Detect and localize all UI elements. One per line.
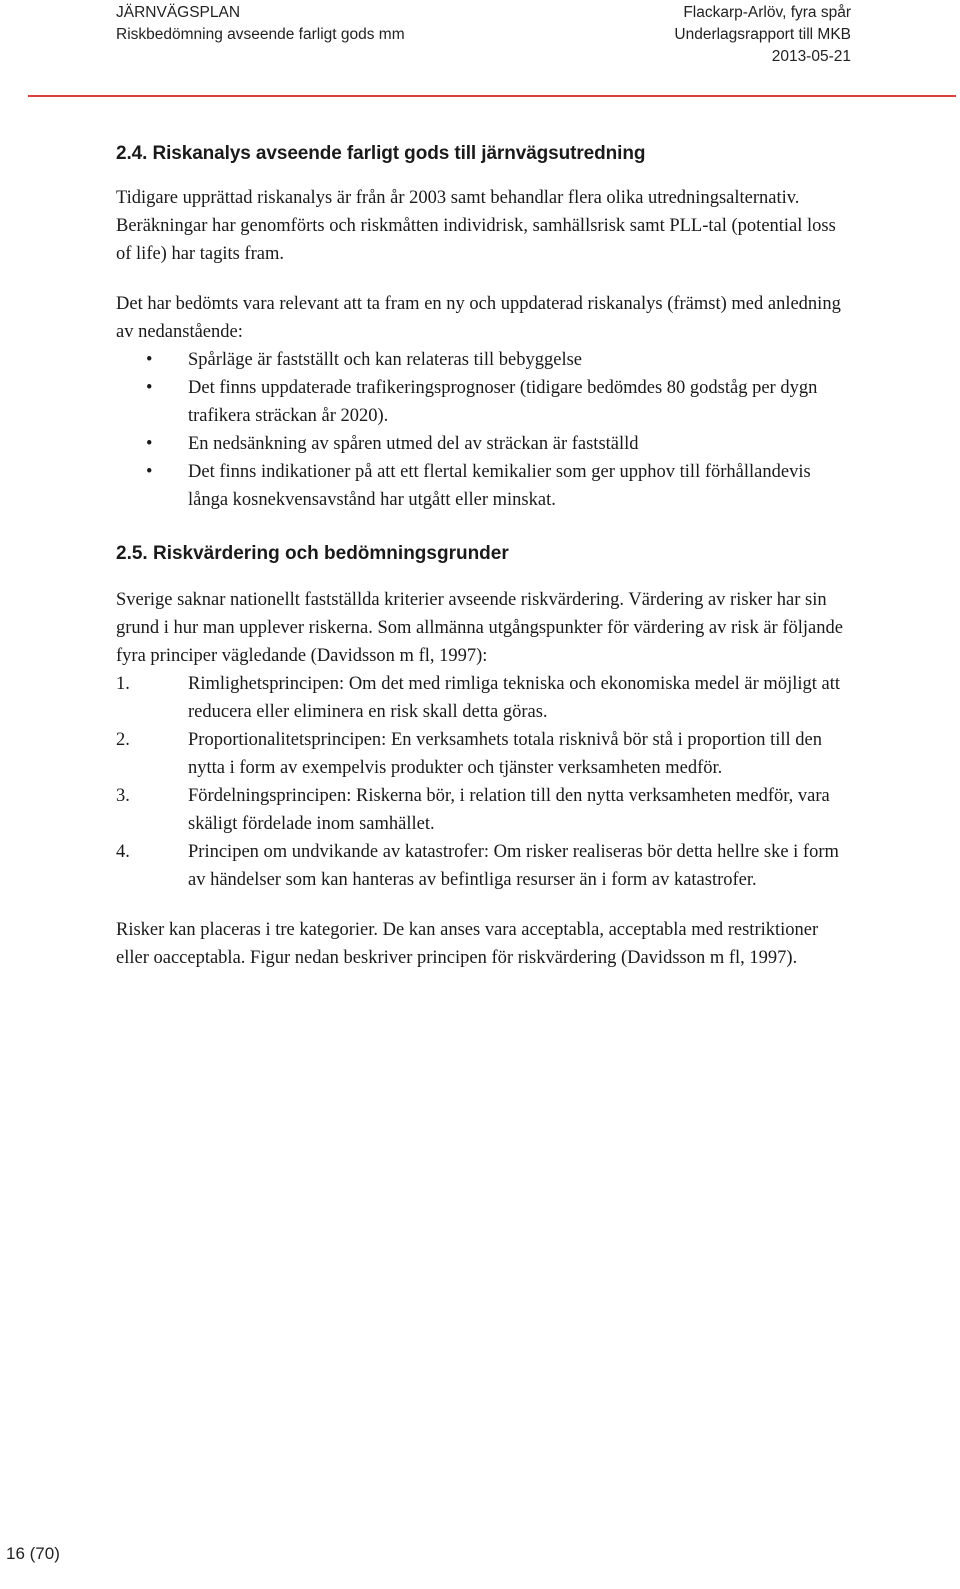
document-subject: Riskbedömning avseende farligt gods mm	[116, 26, 405, 43]
document-type: JÄRNVÄGSPLAN	[116, 4, 241, 21]
section-2-5-paragraph-1: Sverige saknar nationellt fastställda kriterier avseende riskvärdering. Värdering av risker har sin grund i hur man upplever riskerna. Som allmänna utgångspunkter för värdering av risk är följande fyra principer vägledande (Davidsson m fl, 1997):	[116, 590, 843, 666]
bullet-icon: •	[146, 350, 153, 370]
section-heading-2-4: 2.4. Riskanalys avseende farligt gods till järnvägsutredning	[116, 143, 646, 164]
bullet-icon: •	[146, 378, 153, 398]
list-item: 2. Proportionalitetsprincipen: En verksamhets totala risknivå bör stå i proportion till den nytta i form av exempelvis produkter och tjänster verksamheten medför.	[116, 730, 823, 778]
section-2-5-paragraph-2: Risker kan placeras i tre kategorier. De kan anses vara acceptabla, acceptabla med restriktioner eller oacceptabla. Figur nedan beskriver principen för riskvärdering (Davidsson m fl, 1997).	[116, 920, 819, 968]
document-date: 2013-05-21	[771, 48, 851, 65]
report-type: Underlagsrapport till MKB	[674, 26, 851, 43]
bullet-icon: •	[146, 434, 153, 454]
section-2-4-paragraph-1: Tidigare upprättad riskanalys är från år 2003 samt behandlar flera olika utredningsalternativ. Beräkningar har genomförts och riskmåtten individrisk, samhällsrisk samt PLL-tal (potential loss of life) har tagits fram.	[116, 188, 836, 264]
page-number: 16 (70)	[6, 1544, 60, 1563]
page-body	[116, 140, 846, 972]
header-divider	[28, 95, 956, 97]
document-header-right	[674, 2, 851, 68]
list-item: 4. Principen om undvikande av katastrofer: Om risker realiseras bör detta hellre ske i form av händelser som kan hanteras av befintliga resurser än i form av katastrofer.	[116, 842, 839, 890]
project-name: Flackarp-Arlöv, fyra spår	[683, 4, 851, 21]
list-item: • En nedsänkning av spåren utmed del av sträckan är fastställd	[116, 430, 846, 458]
section-heading-2-5: 2.5. Riskvärdering och bedömningsgrunder	[116, 543, 509, 564]
principles-numbered-list	[116, 670, 846, 894]
document-header-left	[116, 2, 405, 46]
list-item: • Det finns uppdaterade trafikeringsprognoser (tidigare bedömdes 80 godståg per dygn trafikera sträckan år 2020).	[116, 374, 846, 430]
section-2-4-paragraph-2: Det har bedömts vara relevant att ta fram en ny och uppdaterad riskanalys (främst) med anledning av nedanstående:	[116, 294, 841, 342]
list-item: 3. Fördelningsprincipen: Riskerna bör, i relation till den nytta verksamheten medför, vara skäligt fördelade inom samhället.	[116, 786, 830, 834]
reasons-bullet-list	[116, 346, 846, 514]
list-item: • Det finns indikationer på att ett flertal kemikalier som ger upphov till förhållandevis långa kosnekvensavstånd har utgått eller minskat.	[116, 458, 846, 514]
list-item: 1. Rimlighetsprincipen: Om det med rimliga tekniska och ekonomiska medel är möjligt att reducera eller eliminera en risk skall detta göras.	[116, 674, 840, 722]
list-item: • Spårläge är fastställt och kan relateras till bebyggelse	[116, 346, 846, 374]
bullet-icon: •	[146, 462, 153, 482]
